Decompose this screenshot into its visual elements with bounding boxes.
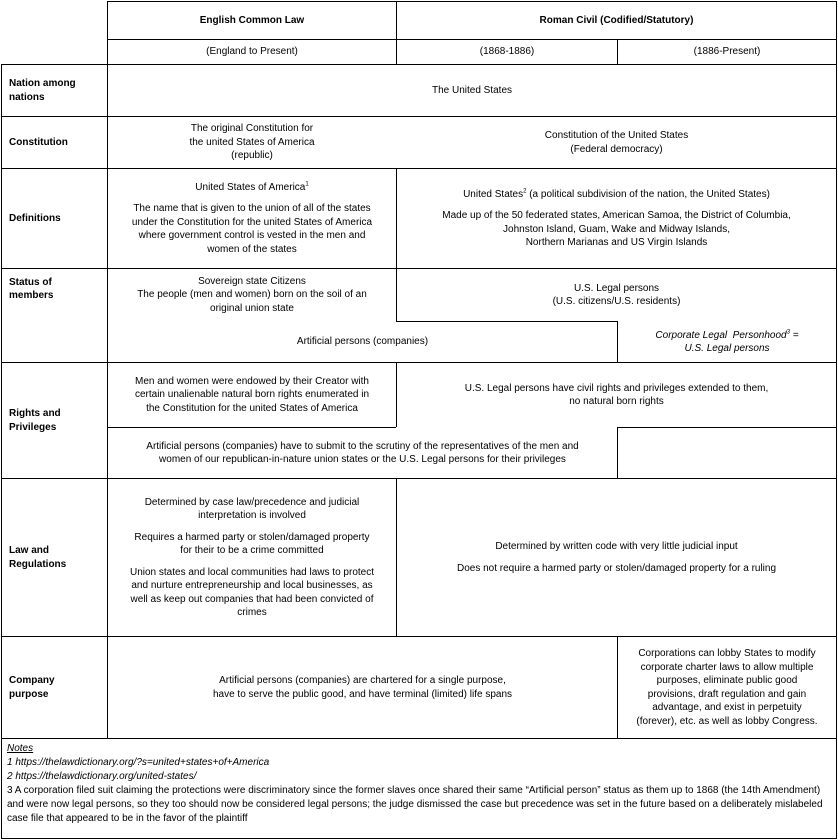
text-line: original union state xyxy=(210,302,294,314)
status-left xyxy=(108,269,396,321)
constitution-right xyxy=(397,117,836,168)
footnote-mark: 3 xyxy=(786,329,790,336)
definitions-right xyxy=(397,169,836,268)
text-line: where government control is vested in the men and xyxy=(138,230,366,242)
text-line: Men and women were endowed by their Creator with xyxy=(134,375,369,387)
text-line: well as keep out companies that had been convicted of xyxy=(130,593,374,605)
row-label-status: Status of members xyxy=(9,276,54,301)
text-line: (forever), etc. as well as lobby Congress. xyxy=(636,715,818,727)
row-label-constitution: Constitution xyxy=(9,136,68,148)
text-line: (Federal democracy) xyxy=(570,143,663,155)
constitution-left xyxy=(108,117,396,168)
row-label-company: Company purpose xyxy=(9,675,55,700)
text-span: = xyxy=(789,329,799,341)
text-line: The name that is given to the union of all of the states xyxy=(133,203,371,215)
text-line: crimes xyxy=(237,607,267,618)
note-2: 2 https://thelawdictionary.org/united-states/ xyxy=(7,771,197,782)
text-line: have to serve the public good, and have terminal (limited) life spans xyxy=(212,688,513,700)
text-line: Requires a harmed party or stolen/damaged property xyxy=(134,531,370,543)
notes-title: Notes xyxy=(7,743,34,754)
definition-title-right xyxy=(463,188,770,202)
text-line: Northern Marianas and US Virgin Islands xyxy=(525,237,708,248)
text-line: under the Constitution for the united States of America xyxy=(131,216,373,228)
text-line: Determined by written code with very little judicial input xyxy=(495,541,738,552)
rule xyxy=(836,1,837,839)
text-line: the united States of America xyxy=(189,136,315,148)
text-line: U.S. Legal persons have civil rights and privileges extended to them, xyxy=(464,382,769,394)
law-left xyxy=(108,479,396,636)
text-line: Sovereign state Citizens xyxy=(198,275,306,287)
text-line: Artificial persons (companies) are chartered for a single purpose, xyxy=(219,675,506,686)
header-roman-period-1: (1868-1886) xyxy=(479,46,535,58)
text-line: Union states and local communities had laws to protect xyxy=(129,566,374,578)
header-english-period: (England to Present) xyxy=(206,46,298,58)
text-line: Determined by case law/precedence and judicial xyxy=(144,496,360,508)
rule xyxy=(1,838,837,839)
text-line: U.S. Legal persons xyxy=(684,343,770,354)
row-label-law: Law and Regulations xyxy=(9,545,67,570)
text-line: purposes, eliminate public good xyxy=(656,675,798,686)
header-roman: Roman Civil (Codified/Statutory) xyxy=(539,14,694,26)
text-line: and nurture entrepreneurship and local businesses, as xyxy=(131,580,373,591)
text-span: United States xyxy=(463,188,524,200)
text-line: Artificial persons (companies) have to submit to the scrutiny of the representatives of the men and xyxy=(146,440,579,452)
text-line: the Constitution for the united States of America xyxy=(146,402,358,414)
text-line: The original Constitution for xyxy=(190,123,314,135)
text-span: (a political subdivision of the nation, the United States) xyxy=(526,188,770,200)
text-line: Constitution of the United States xyxy=(544,130,689,141)
text-line: The people (men and women) born on the soil of an xyxy=(137,289,367,301)
rights-right xyxy=(397,363,836,427)
text-line: no natural born rights xyxy=(569,396,664,407)
law-right xyxy=(397,479,836,636)
status-right xyxy=(397,269,836,321)
text-span: Corporate Legal Personhood xyxy=(655,329,787,341)
text-line: (U.S. citizens/U.S. residents) xyxy=(552,296,681,307)
header-roman-period-2: (1886-Present) xyxy=(693,46,761,58)
rights-artificial xyxy=(108,428,617,478)
text-line: Corporations can lobby States to modify xyxy=(638,648,816,659)
note-3: 3 A corporation filed suit claiming the protections were discriminatory since the former slaves once shared their same “Artificial person” status as them up to 1868 (the 14th Amendment) and were now legal persons, so they too should now be considered legal persons; the judge dismissed the case but precedence was set in the future based on a deliberately mislabeled case file that appeared to be in the favor of the plaintiff xyxy=(7,785,823,824)
rule xyxy=(1,738,837,739)
text-line: corporate charter laws to allow multiple xyxy=(640,661,814,673)
corporate-line xyxy=(655,329,798,343)
status-artificial: Artificial persons (companies) xyxy=(296,336,429,348)
text-line: for their to be a crime committed xyxy=(180,545,324,556)
row-label-rights: Rights and Privileges xyxy=(9,408,61,433)
rule xyxy=(617,427,618,478)
text-line: certain unalienable natural born rights enumerated in xyxy=(134,389,370,401)
text-line: Made up of the 50 federated states, American Samoa, the District of Columbia, xyxy=(442,210,791,221)
rights-left xyxy=(108,363,396,427)
rule xyxy=(617,427,837,428)
definitions-left xyxy=(108,169,396,268)
text-line: Johnston Island, Guam, Wake and Midway Islands, xyxy=(503,223,730,235)
status-corporate xyxy=(618,322,836,362)
text-line: (republic) xyxy=(231,150,273,162)
definition-title-left xyxy=(195,181,308,195)
company-right xyxy=(618,637,836,738)
text-line: women of our republican-in-nature union states or the U.S. Legal persons for their privileges xyxy=(159,454,566,465)
footnote-mark: 1 xyxy=(305,181,309,188)
nation-value: The United States xyxy=(431,84,513,96)
notes xyxy=(7,742,833,826)
row-label-definitions: Definitions xyxy=(9,212,61,224)
text-line: provisions, draft regulation and gain xyxy=(647,688,807,700)
row-label-nation: Nation among nations xyxy=(9,78,76,103)
note-1: 1 https://thelawdictionary.org/?s=united+states+of+America xyxy=(7,757,270,768)
text-line: advantage, and exist in perpetuity xyxy=(652,702,802,713)
company-left xyxy=(108,637,617,738)
text-line: women of the states xyxy=(207,243,297,255)
footnote-mark: 2 xyxy=(523,188,527,195)
text-line: interpretation is involved xyxy=(198,510,306,521)
text-line: Does not require a harmed party or stolen/damaged property for a ruling xyxy=(456,562,777,574)
text-line: U.S. Legal persons xyxy=(573,282,660,294)
text-span: United States of America xyxy=(195,181,306,193)
header-english: English Common Law xyxy=(199,14,305,26)
